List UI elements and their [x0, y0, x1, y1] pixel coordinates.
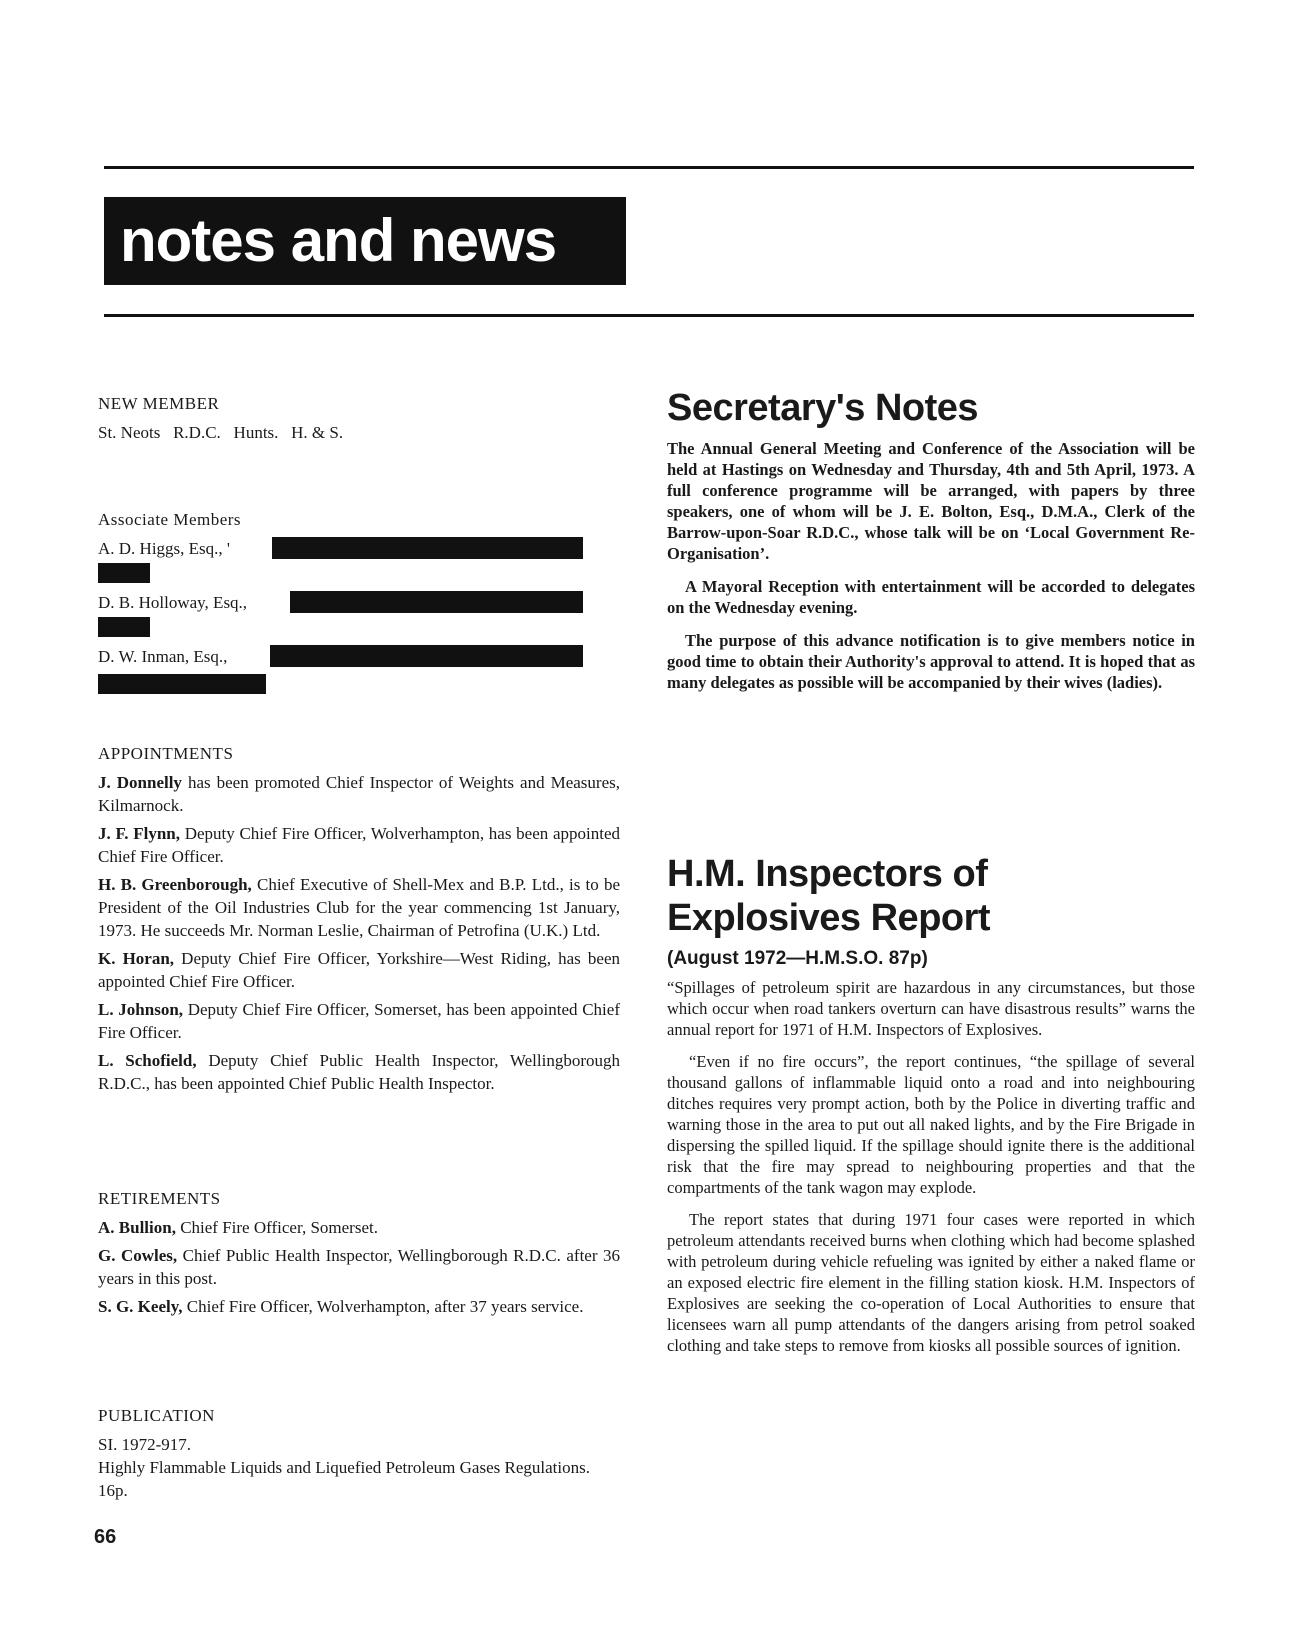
page-number: 66: [94, 1526, 117, 1548]
person-name: L. Schofield,: [98, 1051, 197, 1070]
secretary-paragraph: A Mayoral Reception with entertainment will be accorded to delegates on the Wednesday evening.: [667, 577, 1195, 617]
retirement-item: [98, 1216, 620, 1239]
appointment-item: [98, 771, 620, 817]
appointment-text: Deputy Chief Fire Officer, Wolverhampton, has been appointed Chief Fire Officer.: [98, 824, 620, 866]
secretary-notes-section: [667, 386, 1195, 705]
associate-row: [98, 537, 620, 563]
retirements-heading: RETIREMENTS: [98, 1189, 221, 1208]
person-name: H. B. Greenborough,: [98, 875, 252, 894]
retirements-section: [98, 1187, 620, 1323]
associate-row: [98, 645, 620, 671]
explosives-paragraph: The report states that during 1971 four cases were reported in which petroleum attendants received burns when clothing which had become splashed with petroleum during vehicle refueling was ignited by either a naked flame or an exposed electric fire element in the filling station kiosk. H.M. Inspectors of Explosives are seeking the co-operation of Local Authorities to ensure that licensees warn all pump attendants of the dangers arising from petrol soaked clothing and take steps to remove from kiosks all possible sources of ignition.: [667, 1210, 1195, 1355]
retirement-item: [98, 1244, 620, 1290]
retirement-text: Chief Fire Officer, Somerset.: [175, 1218, 378, 1237]
redaction-bar: [290, 591, 583, 613]
secretary-paragraph: The Annual General Meeting and Conference of the Association will be held at Hastings on Wednesday and Thursday, 4th and 5th April, 1973. A full conference programme will be arranged, with papers by three speakers, one of whom will be J. E. Bolton, Esq., D.M.A., Clerk of the Barrow-upon-Soar R.D.C., whose talk will be on ‘Local Government Re-Organisation’.: [667, 439, 1195, 563]
appointments-section: [98, 742, 620, 1100]
associate-name: D. W. Inman, Esq.,: [98, 647, 228, 666]
secretary-paragraph: The purpose of this advance notification is to give members notice in good time to obtain their Authority's approval to attend. It is hoped that as many delegates as possible will be accompanied by their wives (ladies).: [667, 631, 1195, 692]
appointment-text: Deputy Chief Fire Officer, Somerset, has been appointed Chief Fire Officer.: [98, 1000, 620, 1042]
new-member-heading: NEW MEMBER: [98, 394, 220, 413]
person-name: K. Horan,: [98, 949, 175, 968]
appointment-text: Deputy Chief Fire Officer, Yorkshire—West Riding, has been appointed Chief Fire Officer.: [98, 949, 620, 991]
redaction-bar: [270, 645, 583, 667]
associate-heading: Associate Members: [98, 510, 242, 529]
redaction-bar: [98, 617, 150, 637]
appointment-item: [98, 1049, 620, 1095]
publication-heading: PUBLICATION: [98, 1406, 215, 1425]
associate-name: D. B. Holloway, Esq.,: [98, 593, 248, 612]
appointment-item: [98, 873, 620, 942]
retirement-text: Chief Fire Officer, Wolverhampton, after 37 years service.: [182, 1297, 584, 1316]
redaction-bar: [272, 537, 583, 559]
associate-name: A. D. Higgs, Esq., ': [98, 539, 230, 558]
person-name: A. Bullion,: [98, 1218, 176, 1237]
publication-ref: SI. 1972-917.: [98, 1435, 192, 1454]
explosives-heading: H.M. Inspectors of Explosives Report: [667, 853, 991, 939]
person-name: S. G. Keely,: [98, 1297, 183, 1316]
redaction-bar: [98, 674, 266, 694]
new-member-entry: St. Neots R.D.C. Hunts. H. & S.: [98, 423, 344, 442]
person-name: J. Donnelly: [98, 773, 182, 792]
explosives-paragraph: “Spillages of petroleum spirit are hazardous in any circumstances, but those which occur when road tankers overturn can have disastrous results” warns the annual report for 1971 of H.M. Inspectors of Explosives.: [667, 978, 1195, 1039]
appointment-text: Deputy Chief Public Health Inspector, Wellingborough R.D.C., has been appointed Chief Public Health Inspector.: [98, 1051, 620, 1093]
retirement-item: [98, 1295, 620, 1318]
associate-row: [98, 591, 620, 617]
explosives-paragraph: “Even if no fire occurs”, the report continues, “the spillage of several thousand gallons of inflammable liquid onto a road and into neighbouring ditches requires very prompt action, both by the Police in diverting traffic and warning those in the area to put out all naked lights, and by the Fire Brigade in dispersing the spilled liquid. If the spillage should ignite there is the additional risk that the fire may spread to neighbouring properties and that the compartments of the tank wagon may explode.: [667, 1052, 1195, 1197]
appointment-text: Chief Executive of Shell-Mex and B.P. Ltd., is to be President of the Oil Industries Club for the year commencing 1st January, 1973. He succeeds Mr. Norman Leslie, Chairman of Petrofina (U.K.) Ltd.: [98, 875, 620, 940]
explosives-subheading: (August 1972—H.M.S.O. 87p): [667, 948, 928, 969]
appointment-item: [98, 822, 620, 868]
retirement-text: Chief Public Health Inspector, Wellingborough R.D.C. after 36 years in this post.: [98, 1246, 620, 1288]
section-banner: notes and news: [104, 197, 626, 285]
appointment-item: [98, 947, 620, 993]
appointment-text: has been promoted Chief Inspector of Weights and Measures, Kilmarnock.: [98, 773, 620, 815]
publication-section: [98, 1404, 620, 1502]
secretary-heading: Secretary's Notes: [667, 387, 979, 429]
top-rule: [104, 166, 1194, 169]
appointment-item: [98, 998, 620, 1044]
bottom-rule: [104, 314, 1194, 317]
explosives-report-section: [667, 852, 1195, 1367]
person-name: G. Cowles,: [98, 1246, 178, 1265]
new-member-section: [98, 392, 620, 444]
redaction-bar: [98, 563, 150, 583]
person-name: L. Johnson,: [98, 1000, 184, 1019]
publication-title: Highly Flammable Liquids and Liquefied Petroleum Gases Regulations. 16p.: [98, 1458, 590, 1500]
associate-section: [98, 508, 620, 694]
appointments-heading: APPOINTMENTS: [98, 744, 234, 763]
person-name: J. F. Flynn,: [98, 824, 180, 843]
